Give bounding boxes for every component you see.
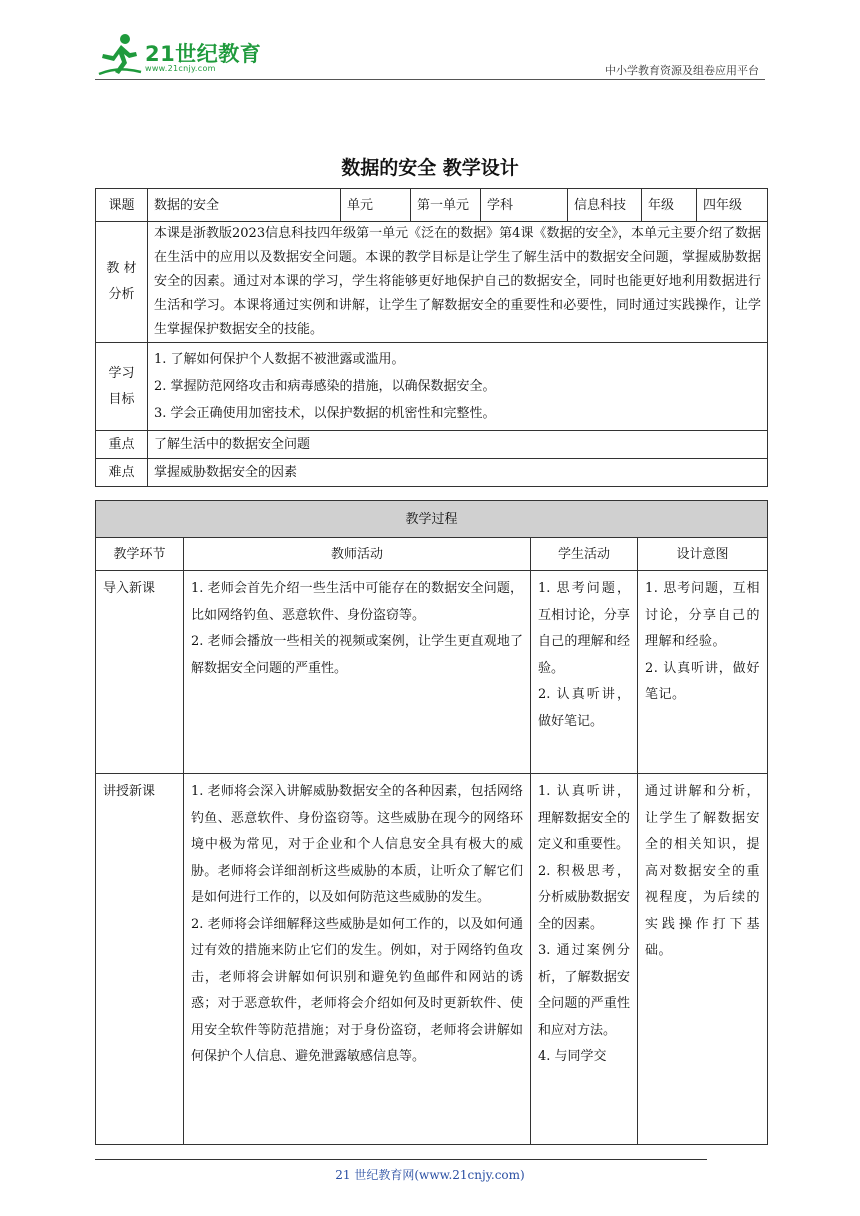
grade-value: 四年级 [697,189,768,222]
activity-item: 2. 积极思考，分析威胁数据安全的因素。 [538,863,630,932]
goals-label-line1: 学习 [108,365,135,381]
stage-label: 导入新课 [96,571,184,774]
process-heading-row [96,501,768,538]
course-label: 课题 [96,189,148,222]
grade-label: 年级 [642,189,697,222]
activity-item: 1. 思考问题，互相讨论，分享自己的理解和经验。 [645,581,761,649]
logo-text: 21世纪教育 [145,42,262,66]
column-header: 教师活动 [184,538,531,571]
design-intent [638,774,768,1145]
header-divider [95,79,765,80]
student-activity [531,774,638,1145]
site-logo[interactable] [95,32,265,78]
activity-item: 2. 认真听讲，做好笔记。 [538,687,630,729]
stage-label: 讲授新课 [96,774,184,1145]
difficulty-label: 难点 [96,459,148,487]
design-intent [638,571,768,774]
unit-value: 第一单元 [411,189,481,222]
activity-item: 1. 思考问题，互相讨论，分享自己的理解和经验。 [538,581,630,676]
page-header [95,32,765,82]
teaching-process-table [95,500,768,1145]
document-title: 数据的安全 教学设计 [341,157,519,179]
key-label: 重点 [96,431,148,459]
lesson-info-table [95,188,768,487]
footer-divider [95,1159,707,1160]
teacher-activity [184,774,531,1145]
activity-item: 通过讲解和分析，让学生了解数据安全的相关知识，提高对数据安全的重视程度，为后续的实践操作打下基础。 [645,784,761,958]
course-value: 数据的安全 [148,189,341,222]
column-header: 设计意图 [638,538,768,571]
student-activity [531,571,638,774]
activity-item: 2. 老师将会详细解释这些威胁是如何工作的，以及如何通过有效的措施来防止它们的发生。例如，对于网络钓鱼攻击，老师将会讲解如何识别和避免钓鱼邮件和网站的诱惑；对于恶意软件，老师将会介绍如何及时更新软件、使用安全软件等防范措施；对于身份盗窃，老师将会讲解如何保护个人信息、避免泄露敏感信息等。 [191,916,523,1064]
goals-row [96,343,768,431]
goal-item: 1. 了解如何保护个人数据不被泄露或滥用。 [154,352,405,367]
analysis-text: 本课是浙教版2023信息科技四年级第一单元《泛在的数据》第4课《数据的安全》，本单元主要介绍了数据在生活中的应用以及数据安全问题。本课的教学目标是让学生了解生活中的数据安全问题，掌握威胁数据安全的因素。通过对本课的学习，学生将能够更好地保护自己的数据安全，同时也能更好地利用数据进行生活和学习。本课将通过实例和讲解，让学生了解数据安全的重要性和必要性，同时通过实践操作，让学生掌握保护数据安全的技能。 [148,222,768,343]
logo-url: www.21cnjy.com [145,64,216,73]
goal-item: 2. 掌握防范网络攻击和病毒感染的措施，以确保数据安全。 [154,379,496,394]
activity-item: 2. 认真听讲，做好笔记。 [645,660,761,702]
goals-list [148,343,768,431]
intro-row [96,571,768,774]
difficulty-value: 掌握威胁数据安全的因素 [148,459,768,487]
runner-logo-icon [95,32,143,78]
teaching-row [96,774,768,1145]
process-heading: 教学过程 [96,501,768,538]
activity-item: 2. 老师会播放一些相关的视频或案例，让学生更直观地了解数据安全问题的严重性。 [191,634,523,676]
teacher-activity [184,571,531,774]
course-row [96,189,768,222]
subject-label: 学科 [481,189,568,222]
column-header-row [96,538,768,571]
activity-item: 1. 认真听讲，理解数据安全的定义和重要性。 [538,784,630,852]
analysis-row [96,222,768,343]
platform-name: 中小学教育资源及组卷应用平台 [605,64,759,77]
analysis-label: 教 材 分析 [96,222,148,343]
key-value: 了解生活中的数据安全问题 [148,431,768,459]
activity-item: 3. 通过案例分析，了解数据安全问题的严重性和应对方法。 [538,943,630,1038]
activity-item: 1. 老师将会深入讲解威胁数据安全的各种因素，包括网络钓鱼、恶意软件、身份盗窃等。这些威胁在现今的网络环境中极为常见，对于企业和个人信息安全具有极大的威胁。老师将会详细剖析这些威胁的本质，让听众了解它们是如何进行工作的，以及如何防范这些威胁的发生。 [191,784,523,905]
goals-label [96,343,148,431]
activity-item: 1. 老师会首先介绍一些生活中可能存在的数据安全问题，比如网络钓鱼、恶意软件、身份盗窃等。 [191,581,523,623]
unit-label: 单元 [341,189,411,222]
column-header: 教学环节 [96,538,184,571]
subject-value: 信息科技 [568,189,642,222]
key-row [96,431,768,459]
column-header: 学生活动 [531,538,638,571]
goal-item: 3. 学会正确使用加密技术，以保护数据的机密性和完整性。 [154,406,496,421]
goals-label-line2: 目标 [108,391,135,407]
footer-link[interactable]: 21 世纪教育网(www.21cnjy.com) [335,1168,525,1182]
difficulty-row [96,459,768,487]
activity-item: 4. 与同学交 [538,1049,607,1064]
